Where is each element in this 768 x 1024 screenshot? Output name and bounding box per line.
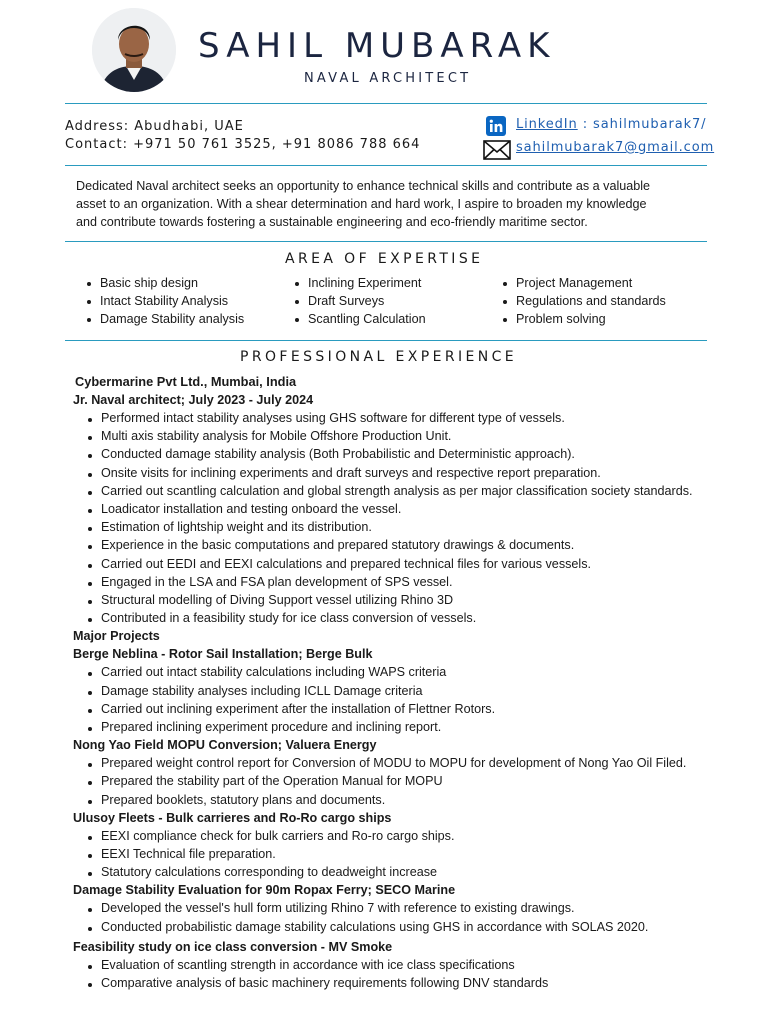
project-title: Berge Neblina - Rotor Sail Installation; Berge Bulk (73, 647, 373, 662)
projects-heading: Major Projects (73, 629, 160, 644)
project-item: EEXI compliance check for bulk carriers and Ro-ro cargo ships. (73, 827, 733, 845)
linkedin-link[interactable]: LinkedIn (516, 117, 578, 132)
duty-item: Onsite visits for inclining experiments and draft surveys and respective report preparation. (73, 464, 733, 482)
project-items (73, 827, 733, 882)
duty-item: Multi axis stability analysis for Mobile Offshore Production Unit. (73, 427, 733, 445)
project-item: Prepared booklets, statutory plans and documents. (73, 791, 733, 809)
project-item: Statutory calculations corresponding to deadweight increase (73, 863, 733, 881)
duty-item: Structural modelling of Diving Support vessel utilizing Rhino 3D (73, 591, 733, 609)
project-item: Carried out inclining experiment after the installation of Flettner Rotors. (73, 700, 733, 718)
summary-line: asset to an organization. With a shear determination and hard work, I aspire to broaden my knowledge (76, 197, 647, 211)
mail-icon[interactable] (483, 140, 511, 160)
project-items (73, 899, 733, 935)
email-link[interactable]: sahilmubarak7@gmail.com (516, 140, 715, 155)
project-item: Conducted probabilistic damage stability calculations using GHS in accordance with SOLAS 2020. (73, 918, 733, 936)
candidate-title: NAVAL ARCHITECT (304, 71, 472, 86)
project-title: Nong Yao Field MOPU Conversion; Valuera Energy (73, 738, 377, 753)
phone: Contact: +971 50 761 3525, +91 8086 788 664 (65, 137, 421, 152)
duties-list (73, 409, 733, 627)
project-title: Damage Stability Evaluation for 90m Ropax Ferry; SECO Marine (73, 883, 456, 898)
expertise-column (294, 274, 426, 328)
project-title: Feasibility study on ice class conversion - MV Smoke (73, 939, 393, 954)
expertise-column (86, 274, 244, 328)
project-items (73, 663, 733, 736)
expertise-item: Project Management (502, 274, 666, 292)
expertise-item: Draft Surveys (294, 292, 426, 310)
address: Address: Abudhabi, UAE (65, 119, 244, 134)
project-item: Evaluation of scantling strength in accordance with ice class specifications (73, 956, 733, 974)
expertise-item: Regulations and standards (502, 292, 666, 310)
job-entry (73, 373, 733, 992)
expertise-column (502, 274, 666, 328)
job-role: Jr. Naval architect; July 2023 - July 2024 (73, 393, 314, 407)
duty-item: Estimation of lightship weight and its distribution. (73, 518, 733, 536)
profile-photo (92, 8, 176, 92)
divider (65, 340, 707, 341)
project-item: EEXI Technical file preparation. (73, 845, 733, 863)
project-item: Damage stability analyses including ICLL Damage criteria (73, 682, 733, 700)
duty-item: Experience in the basic computations and prepared statutory drawings & documents. (73, 536, 733, 554)
project-item: Carried out intact stability calculations including WAPS criteria (73, 663, 733, 681)
company-name: Cybermarine Pvt Ltd., Mumbai, India (75, 374, 297, 389)
project-item: Prepared inclining experiment procedure and inclining report. (73, 718, 733, 736)
expertise-item: Damage Stability analysis (86, 310, 244, 328)
duty-item: Carried out scantling calculation and global strength analysis as per major classification society standards. (73, 482, 733, 500)
linkedin-contact (516, 117, 706, 132)
project-item: Prepared the stability part of the Operation Manual for MOPU (73, 772, 733, 790)
project-item: Comparative analysis of basic machinery requirements following DNV standards (73, 974, 733, 992)
expertise-item: Inclining Experiment (294, 274, 426, 292)
profile-summary (76, 177, 716, 231)
divider (65, 103, 707, 104)
experience-heading: PROFESSIONAL EXPERIENCE (240, 349, 518, 365)
duty-item: Contributed in a feasibility study for ice class conversion of vessels. (73, 609, 733, 627)
expertise-item: Problem solving (502, 310, 666, 328)
duty-item: Carried out EEDI and EEXI calculations and prepared technical files for various vessels. (73, 555, 733, 573)
divider (65, 241, 707, 242)
expertise-heading: AREA OF EXPERTISE (285, 251, 484, 267)
linkedin-handle: : sahilmubarak7/ (577, 117, 707, 132)
project-item: Prepared weight control report for Conversion of MODU to MOPU for development of Nong Yao Oil Filed. (73, 754, 733, 772)
candidate-name: SAHIL MUBARAK (198, 26, 556, 66)
duty-item: Loadicator installation and testing onboard the vessel. (73, 500, 733, 518)
expertise-item: Intact Stability Analysis (86, 292, 244, 310)
project-title: Ulusoy Fleets - Bulk carrieres and Ro-Ro cargo ships (73, 810, 392, 825)
duty-item: Engaged in the LSA and FSA plan development of SPS vessel. (73, 573, 733, 591)
duty-item: Conducted damage stability analysis (Both Probabilistic and Deterministic approach). (73, 445, 733, 463)
expertise-item: Basic ship design (86, 274, 244, 292)
linkedin-icon[interactable] (486, 116, 506, 136)
summary-line: and contribute towards fostering a sustainable engineering and eco-friendly maritime sector. (76, 215, 588, 229)
email-contact (516, 140, 714, 155)
project-items (73, 956, 733, 992)
expertise-item: Scantling Calculation (294, 310, 426, 328)
summary-line: Dedicated Naval architect seeks an opportunity to enhance technical skills and contribute as a valuable (76, 179, 651, 193)
duty-item: Performed intact stability analyses using GHS software for different type of vessels. (73, 409, 733, 427)
divider (65, 165, 707, 166)
project-item: Developed the vessel's hull form utilizing Rhino 7 with reference to existing drawings. (73, 899, 733, 917)
project-items (73, 754, 733, 809)
